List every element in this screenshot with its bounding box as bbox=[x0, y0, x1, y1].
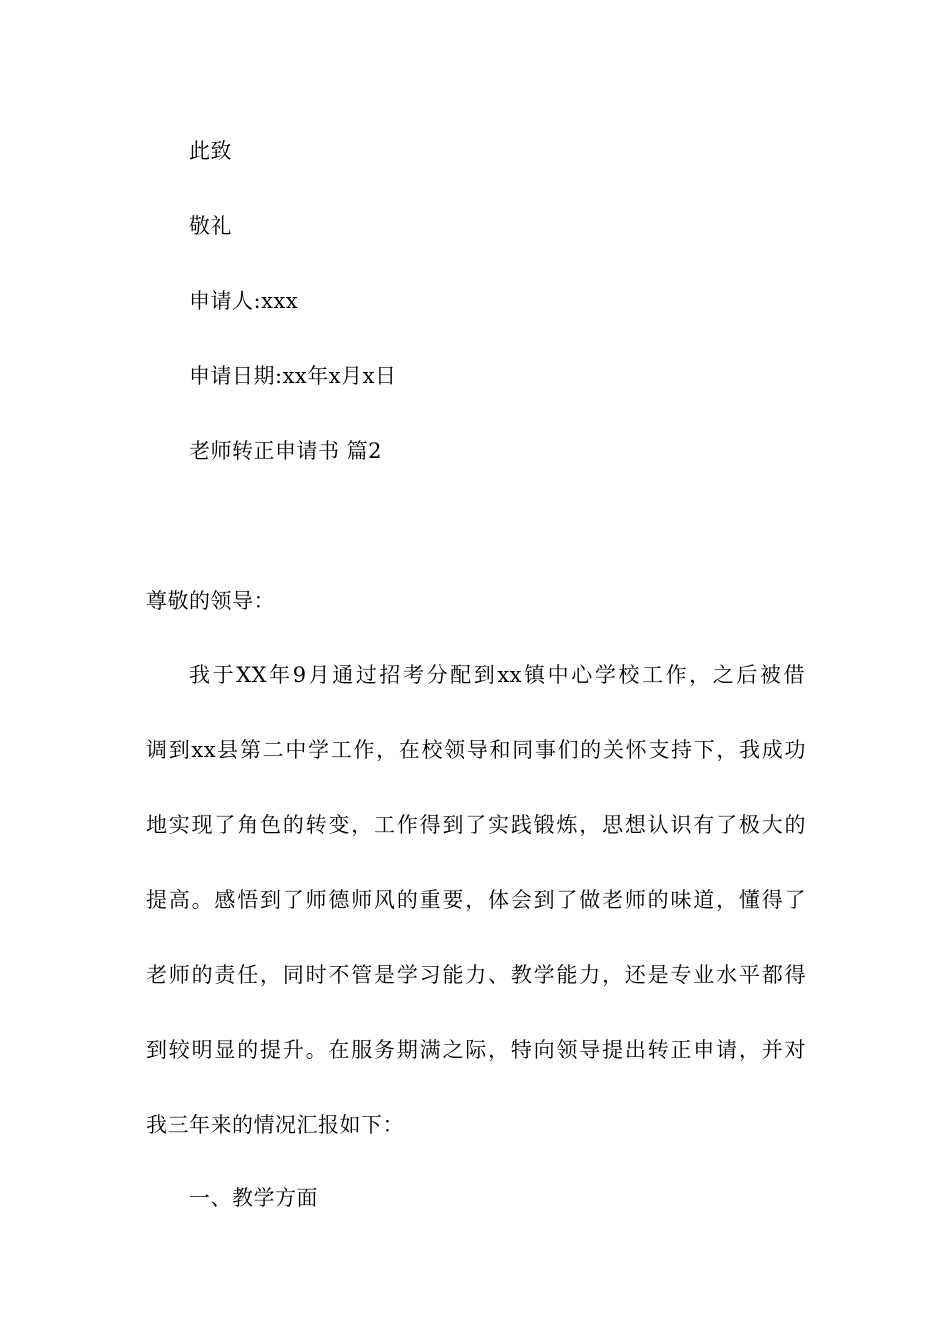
body-line: 我三年来的情况汇报如下： bbox=[146, 1113, 404, 1137]
application-date-line: 申请日期:xx年x月x日 bbox=[189, 364, 397, 388]
body-line: 老师的责任，同时不管是学习能力、教学能力，还是专业水平都得 bbox=[146, 963, 806, 987]
section-title: 老师转正申请书 篇2 bbox=[189, 439, 383, 463]
applicant-line: 申请人:xxx bbox=[189, 289, 299, 313]
closing-line-2: 敬礼 bbox=[189, 214, 232, 238]
body-line: 提高。感悟到了师德师风的重要，体会到了做老师的味道，懂得了 bbox=[146, 888, 806, 912]
body-line: 我于XX年9月通过招考分配到xx镇中心学校工作，之后被借 bbox=[189, 663, 805, 687]
body-line: 到较明显的提升。在服务期满之际，特向领导提出转正申请，并对 bbox=[146, 1038, 806, 1062]
heading-teaching: 一、教学方面 bbox=[189, 1186, 318, 1210]
closing-line-1: 此致 bbox=[189, 139, 232, 163]
salutation: 尊敬的领导： bbox=[146, 589, 275, 613]
body-line: 地实现了角色的转变，工作得到了实践锻炼，思想认识有了极大的 bbox=[146, 813, 806, 837]
body-line: 调到xx县第二中学工作，在校领导和同事们的关怀支持下，我成功 bbox=[146, 738, 806, 762]
